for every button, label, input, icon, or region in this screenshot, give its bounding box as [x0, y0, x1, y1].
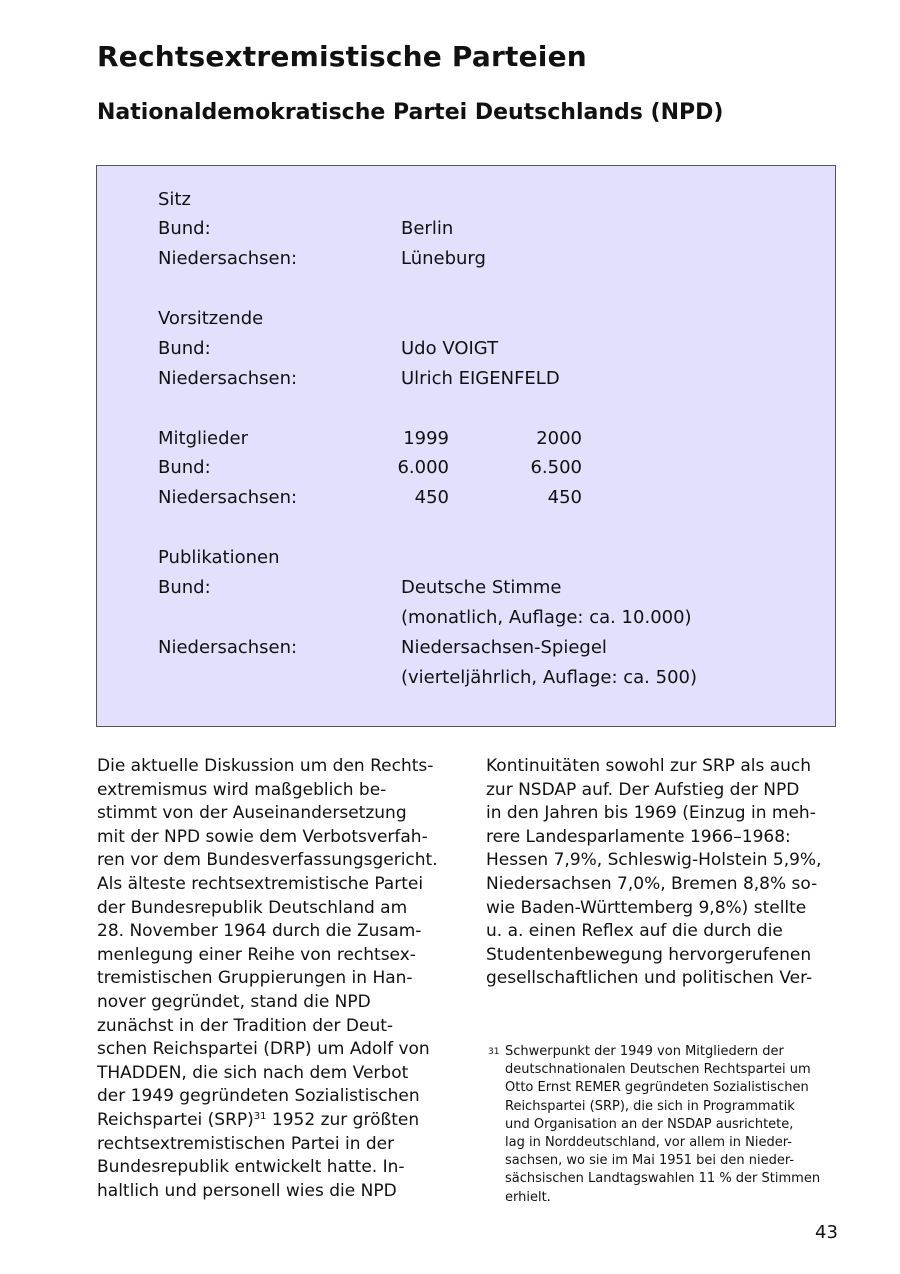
vorsitzende-nds-label: Niedersachsen: — [158, 368, 298, 389]
section-title: Nationaldemokratische Partei Deutschlands (NPD) — [97, 100, 724, 125]
publikationen-nds-label: Niedersachsen: — [158, 637, 298, 658]
publikationen-bund-label: Bund: — [158, 577, 211, 598]
sitz-bund-label: Bund: — [158, 218, 211, 239]
mitglieder-heading: Mitglieder — [158, 428, 248, 449]
text-line: Bundesrepublik entwickelt hatte. In- — [97, 1157, 405, 1178]
vorsitzende-heading: Vorsitzende — [158, 308, 264, 329]
footnote-number: 31 — [488, 1047, 500, 1057]
text-line: u. a. einen Reflex auf die durch die — [486, 921, 783, 942]
mitglieder-year-1999: 1999 — [403, 428, 449, 449]
text-line: der Bundesrepublik Deutschland am — [97, 897, 408, 918]
text-line: mit der NPD sowie dem Verbotsverfah- — [97, 826, 428, 847]
vorsitzende-bund-value: Udo VOIGT — [401, 338, 499, 359]
publikationen-heading: Publikationen — [158, 547, 280, 568]
text-line: in den Jahren bis 1969 (Einzug in meh- — [486, 803, 816, 824]
footnote-line: erhielt. — [505, 1189, 551, 1205]
text-line: THADDEN, die sich nach dem Verbot — [97, 1062, 409, 1083]
footnote-line: Reichspartei (SRP), die sich in Programmatik — [505, 1098, 795, 1114]
text-line: stimmt von der Auseinandersetzung — [97, 803, 407, 824]
text-line: Hessen 7,9%, Schleswig-Holstein 5,9%, — [486, 850, 822, 871]
text-line: Kontinuitäten sowohl zur SRP als auch — [486, 756, 812, 776]
body-text-left-column — [97, 755, 457, 1203]
footnote-line: deutschnationalen Deutschen Rechtspartei um — [505, 1062, 811, 1078]
text-line: rechtsextremistischen Partei in der — [97, 1133, 395, 1154]
footnote-line: sächsischen Landtagswahlen 11 % der Stimmen — [505, 1171, 821, 1187]
text-fragment: Reichspartei (SRP) — [97, 1109, 254, 1130]
publikationen-bund-detail: (monatlich, Auflage: ca. 10.000) — [401, 607, 692, 628]
text-line: tremistischen Gruppierungen in Han- — [97, 968, 413, 989]
sitz-bund-value: Berlin — [401, 218, 454, 239]
mitglieder-bund-1999: 6.000 — [397, 457, 449, 478]
sitz-nds-value: Lüneburg — [401, 248, 486, 269]
mitglieder-nds-label: Niedersachsen: — [158, 487, 298, 508]
footnote-line: Otto Ernst REMER gegründeten Sozialistischen — [505, 1080, 809, 1096]
text-line: 28. November 1964 durch die Zusam- — [97, 921, 422, 942]
text-line: zur NSDAP auf. Der Aufstieg der NPD — [486, 779, 800, 800]
text-line: zunächst in der Tradition der Deut- — [97, 1015, 394, 1036]
text-line: wie Baden-Württemberg 9,8%) stellte — [486, 897, 807, 918]
mitglieder-bund-label: Bund: — [158, 457, 211, 478]
mitglieder-year-2000: 2000 — [536, 428, 582, 449]
mitglieder-nds-2000: 450 — [547, 487, 582, 508]
text-line: gesellschaftlichen und politischen Ver- — [486, 968, 813, 989]
text-line: haltlich und personell wies die NPD — [97, 1180, 397, 1201]
publikationen-nds-detail: (vierteljährlich, Auflage: ca. 500) — [401, 667, 697, 688]
text-line: nover gegründet, stand die NPD — [97, 991, 371, 1012]
text-line: Studentenbewegung hervorgerufenen — [486, 944, 812, 965]
footnote-line: lag in Norddeutschland, vor allem in Nieder- — [505, 1135, 792, 1151]
publikationen-bund-title: Deutsche Stimme — [401, 577, 562, 598]
footnote-reference[interactable]: 31 — [253, 1110, 267, 1122]
party-info-box — [96, 165, 836, 727]
vorsitzende-bund-label: Bund: — [158, 338, 211, 359]
text-line: Die aktuelle Diskussion um den Rechts- — [97, 756, 434, 776]
text-line: menlegung einer Reihe von rechtsex- — [97, 944, 416, 965]
text-line: Niedersachsen 7,0%, Bremen 8,8% so- — [486, 873, 818, 894]
body-text-right-column — [486, 755, 846, 991]
text-line-with-footnote-ref — [97, 1109, 457, 1133]
text-fragment: 1952 zur größten — [266, 1109, 420, 1130]
page-number: 43 — [815, 1222, 838, 1243]
sitz-nds-label: Niedersachsen: — [158, 248, 298, 269]
mitglieder-bund-2000: 6.500 — [530, 457, 582, 478]
mitglieder-nds-1999: 450 — [414, 487, 449, 508]
text-line: rere Landesparlamente 1966–1968: — [486, 826, 791, 847]
page-title: Rechtsextremistische Parteien — [97, 40, 587, 73]
footnote-line: Schwerpunkt der 1949 von Mitgliedern der — [505, 1044, 784, 1059]
publikationen-nds-title: Niedersachsen-Spiegel — [401, 637, 607, 658]
footnote-line: und Organisation an der NSDAP ausrichtete, — [505, 1116, 794, 1132]
footnote-text — [505, 1043, 820, 1207]
text-line: schen Reichspartei (DRP) um Adolf von — [97, 1039, 430, 1060]
text-line: der 1949 gegründeten Sozialistischen — [97, 1086, 420, 1107]
text-line: ren vor dem Bundesverfassungsgericht. — [97, 850, 438, 871]
text-line: extremismus wird maßgeblich be- — [97, 779, 387, 800]
vorsitzende-nds-value: Ulrich EIGENFELD — [401, 368, 560, 389]
footnote-line: sachsen, wo sie im Mai 1951 bei den nieder- — [505, 1153, 795, 1169]
text-line: Als älteste rechtsextremistische Partei — [97, 873, 424, 894]
sitz-heading: Sitz — [158, 189, 191, 210]
